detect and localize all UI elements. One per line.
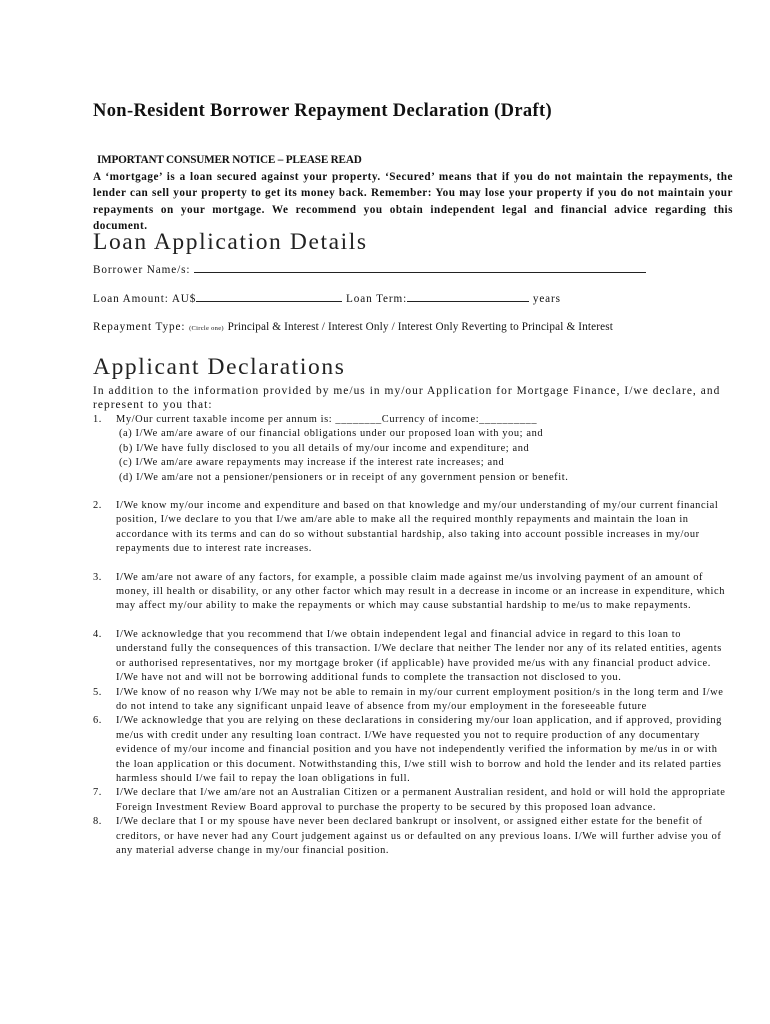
declaration-number: 3.	[93, 571, 102, 583]
borrower-row	[93, 262, 646, 276]
loan-amount-label: Loan Amount: AU$	[93, 293, 197, 305]
loan-amount-row	[93, 291, 561, 305]
declaration-item-2	[93, 499, 733, 557]
repayment-type-row	[93, 321, 613, 333]
declaration-text: I/We know my/our income and expenditure and based on that knowledge and my/our understanding of my/our current financial position, I/we declare to you that I/we am/are able to make all the required monthly repayments and maintain the loan in accordance with its terms and can do so without substantial hardship, also taking into account possible increases in my/our repayments due to interest rate increases.	[116, 500, 719, 555]
consumer-notice	[93, 152, 733, 235]
declaration-item-4	[93, 628, 733, 686]
declarations-intro: In addition to the information provided by me/us in my/our Application for Mortgage Finance, I/we declare, and represent to you that:	[93, 385, 721, 411]
declaration-item-3	[93, 571, 733, 614]
borrower-name-field[interactable]	[194, 262, 646, 273]
declaration-text: I/We acknowledge that you recommend that I/we obtain independent legal and financial advice in regard to this loan to understand fully the consequences of this transaction. I/We declare that neither The lender nor any of its related entities, agents or authorised representatives, nor my mortgage broker (if applicable) have provided me/us with any financial product advice. I/We have not and will not be borrowing additional funds to complete the transaction not disclosed to you.	[116, 628, 722, 684]
declaration-number: 2.	[93, 500, 102, 512]
loan-term-label: Loan Term:	[345, 293, 408, 305]
years-label: years	[532, 293, 561, 305]
repayment-options[interactable]: Principal & Interest / Interest Only / Interest Only Reverting to Principal & Interest	[227, 321, 614, 333]
declaration-number: 6.	[93, 715, 102, 727]
loan-term-field[interactable]	[407, 291, 529, 302]
declarations-heading: Applicant Declarations	[93, 354, 346, 380]
declaration-text: I/We declare that I or my spouse have never been declared bankrupt or insolvent, or assigned either estate for the benefit of creditors, or have never had any Court judgement against us or defaulted on any previous loans. I/We will further advise you of any material adverse change in my/our financial position.	[116, 816, 722, 856]
declaration-number: 4.	[93, 628, 102, 640]
declaration-subitem-b: (b) I/We have fully disclosed to you all details of my/our income and expenditure; and	[119, 442, 530, 454]
declaration-subitem-d: (d) I/We am/are not a pensioner/pensioners or in receipt of any government pension or benefit.	[119, 471, 569, 483]
declaration-text: I/We know of no reason why I/We may not be able to remain in my/our current employment position/s in the long term and I/we do not intend to take any significant unpaid leave of absence from my/our employment in the foreseeable future	[116, 686, 724, 712]
declaration-subitem-a: (a) I/We am/are aware of our financial obligations under our proposed loan with you; and	[119, 428, 544, 440]
declaration-subitems	[116, 427, 733, 485]
notice-heading: IMPORTANT CONSUMER NOTICE – PLEASE READ	[97, 154, 362, 166]
declaration-item-8	[93, 815, 733, 858]
declaration-number: 8.	[93, 816, 102, 828]
declaration-number: 5.	[93, 686, 102, 698]
declaration-text: I/We declare that I/we am/are not an Australian Citizen or a permanent Australian resident, and hold or will hold the appropriate Foreign Investment Review Board approval to purchase the property to be secured by this proposed loan advance.	[116, 787, 726, 813]
borrower-label: Borrower Name/s:	[93, 264, 191, 276]
declaration-item-6	[93, 714, 733, 786]
declaration-subitem-c: (c) I/We am/are aware repayments may increase if the interest rate increases; and	[119, 457, 505, 469]
loan-amount-field[interactable]	[196, 291, 342, 302]
declaration-number: 1.	[93, 414, 102, 425]
declaration-item-7	[93, 786, 733, 815]
document-title: Non-Resident Borrower Repayment Declaration (Draft)	[93, 101, 553, 121]
declaration-number: 7.	[93, 787, 102, 799]
notice-body: A ‘mortgage’ is a loan secured against your property. ‘Secured’ means that if you do not maintain the repayments, the lender can sell your property to get its money back. Remember: You may lose your property if you do not maintain your repayments on your mortgage. We recommend you obtain independent legal and financial advice regarding this document.	[93, 170, 733, 232]
circle-one-hint: (Circle one)	[189, 325, 224, 332]
repayment-type-label: Repayment Type:	[93, 321, 186, 333]
declaration-item-5	[93, 686, 733, 715]
declaration-text: I/We acknowledge that you are relying on these declarations in considering my/our loan application, and if approved, providing me/us with credit under any resulting loan contract. I/We have requested you not to require production of any documentary evidence of my/our income and financial position and you have not independently verified the information by me/us in or with the loan application or this document. Notwithstanding this, I/we still wish to borrow and hold the lender and its related parties harmless should I/we fail to repay the loan obligations in full.	[116, 715, 722, 784]
loan-section-heading: Loan Application Details	[93, 229, 368, 255]
declaration-text: My/Our current taxable income per annum is: ________Currency of income:__________	[116, 414, 538, 425]
declarations-list	[93, 413, 733, 858]
declaration-text: I/We am/are not aware of any factors, for example, a possible claim made against me/us involving payment of an amount of money, ill health or disability, or any other factor which may result in a decrease in income or an increase in expenditure, which may affect my/our ability to make the repayments or which may cause substantial hardship to me/us to make repayments.	[116, 571, 725, 612]
declaration-item-1	[93, 413, 733, 485]
